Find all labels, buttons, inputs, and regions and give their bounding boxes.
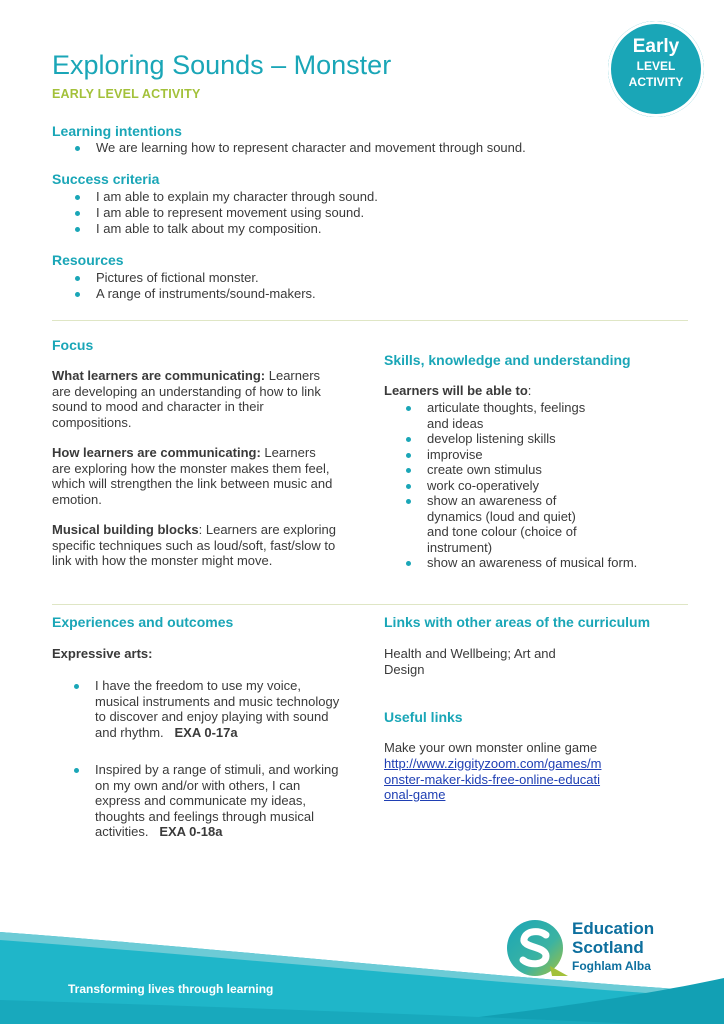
focus-how-lead: How learners are communicating: — [52, 445, 261, 460]
success-criteria-heading: Success criteria — [52, 171, 160, 187]
page-subtitle: EARLY LEVEL ACTIVITY — [52, 87, 201, 101]
outcome-code: EXA 0-18a — [159, 824, 223, 839]
list-item: I am able to talk about my composition. — [52, 221, 672, 237]
skills-intro-tail: : — [527, 383, 532, 398]
logo-text-education: Education — [572, 919, 655, 938]
useful-links-heading: Useful links — [384, 709, 463, 725]
focus-what-lead: What learners are communicating: — [52, 368, 266, 383]
focus-what-text: Learners are developing an understanding of how to link sound to mood and character in their compositions. — [52, 368, 321, 430]
badge-title: Early — [632, 36, 680, 57]
outcome-text: Inspired by a range of stimuli, and working on my own and/or with others, I can express and communicate my ideas, thoughts and feelings through musical activities. — [95, 762, 339, 839]
focus-building-blocks-paragraph — [52, 522, 342, 569]
badge-line-level: LEVEL — [636, 59, 676, 73]
focus-heading: Focus — [52, 337, 94, 353]
expressive-arts-subheading: Expressive arts: — [52, 646, 153, 661]
list-item: We are learning how to represent character and movement through sound. — [52, 140, 672, 156]
list-item: improvise — [384, 447, 604, 463]
list-item: I am able to represent movement using sound. — [52, 205, 672, 221]
badge-line-activity: ACTIVITY — [628, 75, 684, 89]
links-curriculum-text: Health and Wellbeing; Art and Design — [384, 646, 556, 677]
experiences-heading: Experiences and outcomes — [52, 614, 234, 630]
learning-intentions-list — [52, 140, 672, 156]
links-curriculum-heading: Links with other areas of the curriculum — [384, 614, 651, 630]
list-item: work co-operatively — [384, 478, 604, 494]
early-level-badge — [608, 21, 704, 117]
experiences-list — [52, 678, 347, 840]
logo-text-scotland: Scotland — [572, 938, 644, 957]
outcome-text: I have the freedom to use my voice, musical instruments and music technology to discover and enjoy playing with sound and rhythm. — [95, 678, 340, 740]
page-title: Exploring Sounds – Monster — [52, 50, 392, 80]
skills-list — [384, 400, 638, 571]
list-item — [52, 678, 347, 740]
useful-link-container — [384, 756, 604, 803]
list-item: articulate thoughts, feelings and ideas — [384, 400, 587, 431]
focus-how-text: Learners are exploring how the monster makes them feel, which will strengthen the link between music and emotion. — [52, 445, 333, 507]
skills-intro — [384, 383, 531, 399]
list-item: develop listening skills — [384, 431, 604, 447]
list-item: show an awareness of dynamics (loud and quiet) and tone colour (choice of instrument) — [384, 493, 599, 555]
skills-intro-lead: Learners will be able to — [384, 383, 528, 398]
focus-building-blocks-text: : Learners are exploring specific techniques such as loud/soft, fast/slow to link with how the monster might move. — [52, 522, 336, 568]
education-scotland-logo-icon — [506, 918, 570, 978]
focus-how-paragraph — [52, 445, 337, 507]
resources-heading: Resources — [52, 252, 124, 268]
success-criteria-list — [52, 189, 672, 237]
footer-tagline: Transforming lives through learning — [68, 982, 274, 996]
list-item: Pictures of fictional monster. — [52, 270, 672, 286]
resources-list — [52, 270, 672, 302]
list-item: I am able to explain my character through sound. — [52, 189, 672, 205]
focus-what-paragraph — [52, 368, 337, 430]
section-divider — [52, 604, 688, 605]
monster-maker-link[interactable]: http://www.ziggityzoom.com/games/monster-maker-kids-free-online-educational-game — [384, 756, 602, 802]
logo-text-foghlam-alba: Foghlam Alba — [572, 959, 651, 973]
useful-links-intro: Make your own monster online game — [384, 740, 598, 755]
section-divider — [52, 320, 688, 321]
learning-intentions-heading: Learning intentions — [52, 123, 182, 139]
outcome-code: EXA 0-17a — [174, 724, 238, 740]
list-item: show an awareness of musical form. — [384, 555, 724, 571]
focus-building-blocks-lead: Musical building blocks — [52, 522, 199, 537]
list-item: create own stimulus — [384, 462, 604, 478]
list-item: A range of instruments/sound-makers. — [52, 286, 672, 302]
list-item — [52, 762, 347, 840]
skills-heading: Skills, knowledge and understanding — [384, 352, 631, 368]
